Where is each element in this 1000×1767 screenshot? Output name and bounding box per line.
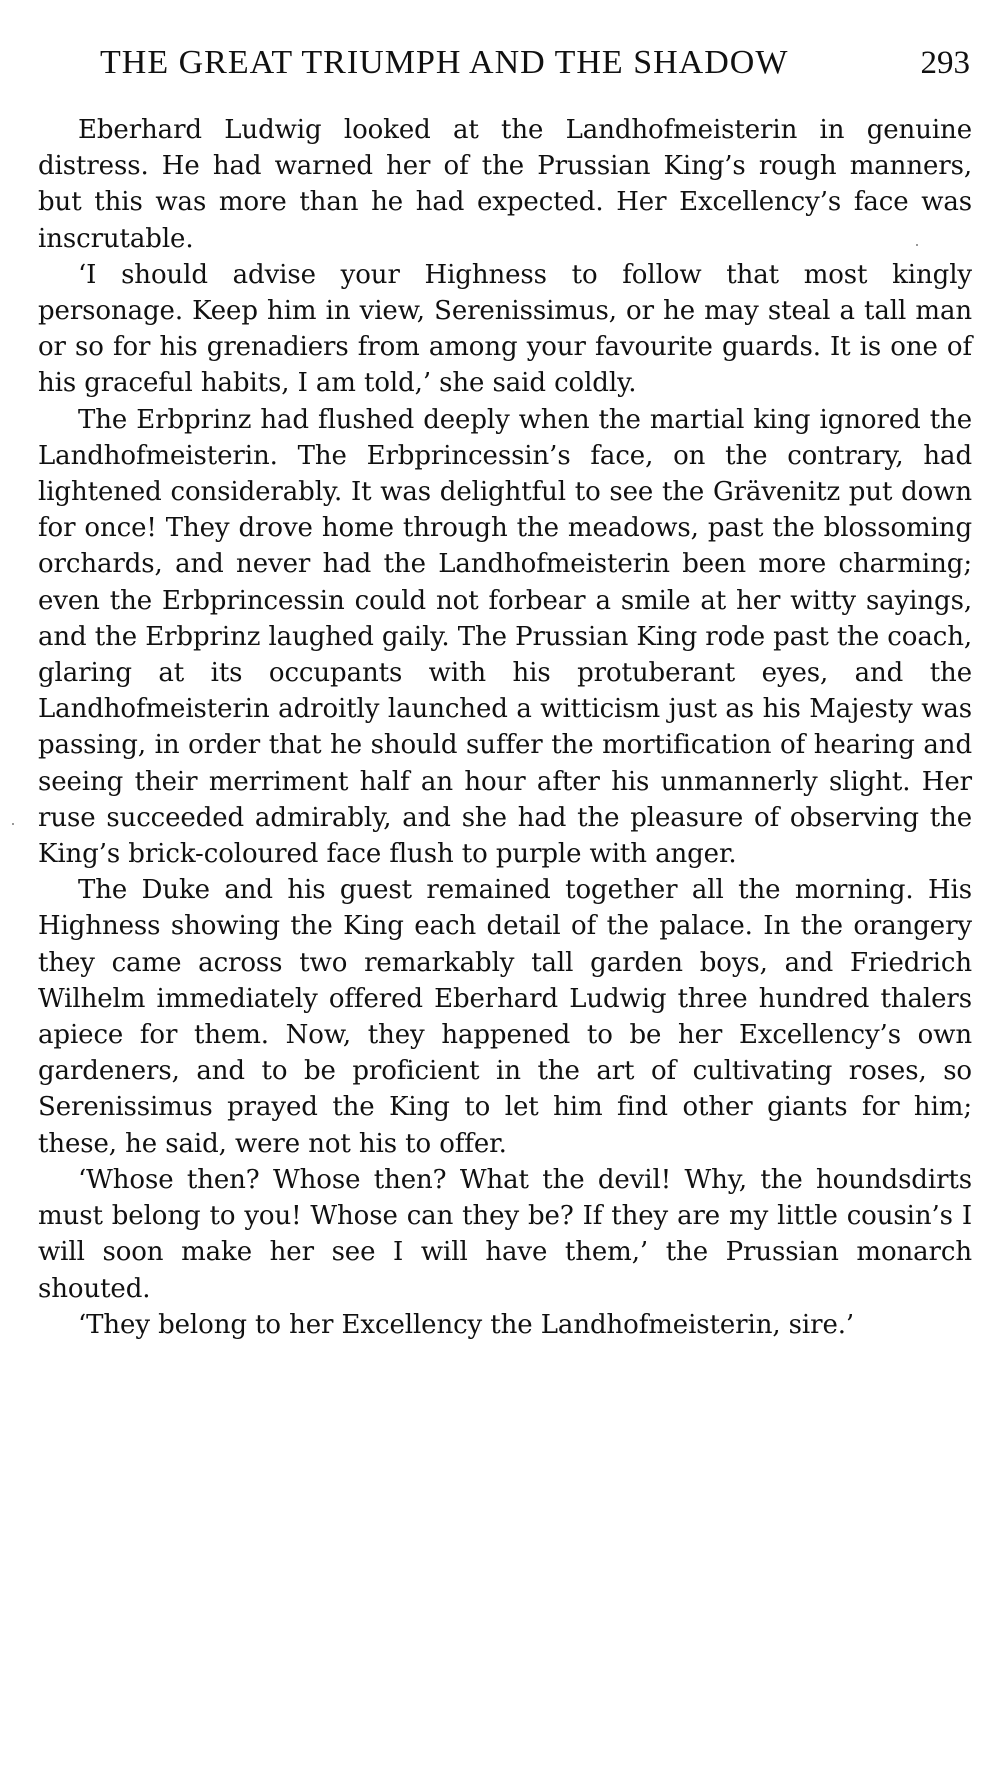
paragraph-6: ‘They belong to her Excellency the Landhofmeisterin, sire.’: [78, 1309, 855, 1340]
page-header: [0, 42, 1000, 92]
print-speck: [916, 244, 918, 246]
paragraph-2: ‘I should advise your Highness to follow that most kingly personage. Keep him in view, Serenissimus, or he may steal a tall man or so for his grenadiers from among your favourite guards. It is one of his graceful habits, I am told,’ she said coldly.: [38, 259, 972, 399]
paragraph-1: Eberhard Ludwig looked at the Landhofmeisterin in genuine distress. He had warned her of the Prussian King’s rough manners, but this was more than he had expected. Her Excellency’s face was inscrutable.: [38, 115, 972, 254]
print-speck: [12, 823, 14, 825]
page-number: 293: [920, 45, 970, 81]
paragraph-4: The Duke and his guest remained together all the morning. His Highness showing the King each detail of the palace. In the orangery they came across two remarkably tall garden boys, and Friedrich Wilhelm immediately offered Eberhard Ludwig three hundred thalers apiece for them. Now, they happened to be her Excellency’s own gardeners, and to be proficient in the art of cultivating roses, so Serenissimus prayed the King to let him find other giants for him; these, he said, were not his to offer.: [38, 875, 972, 1159]
paragraph-3: The Erbprinz had flushed deeply when the martial king ignored the Landhofmeisterin. The Erbprincessin’s face, on the contrary, had lightened considerably. It was delightful to see the Grävenitz put down for once! They drove home through the meadows, past the blossoming orchards, and never had the Landhofmeisterin been more charming; even the Erbprincessin could not forbear a smile at her witty sayings, and the Erbprinz laughed gaily. The Prussian King rode past the coach, glaring at its occupants with his protuberant eyes, and the Landhofmeisterin adroitly launched a witticism just as his Majesty was passing, in order that he should suffer the mortification of hearing and seeing their merriment half an hour after his unmannerly slight. Her ruse succeeded admirably, and she had the pleasure of observing the King’s brick-coloured face flush to purple with anger.: [38, 404, 972, 870]
paragraph-5: ‘Whose then? Whose then? What the devil! Why, the houndsdirts must belong to you! Whose can they be? If they are my little cousin’s I will soon make her see I will have them,’ the Prussian monarch shouted.: [38, 1164, 972, 1304]
running-head: THE GREAT TRIUMPH AND THE SHADOW: [100, 44, 789, 81]
body-text: [38, 112, 972, 1343]
